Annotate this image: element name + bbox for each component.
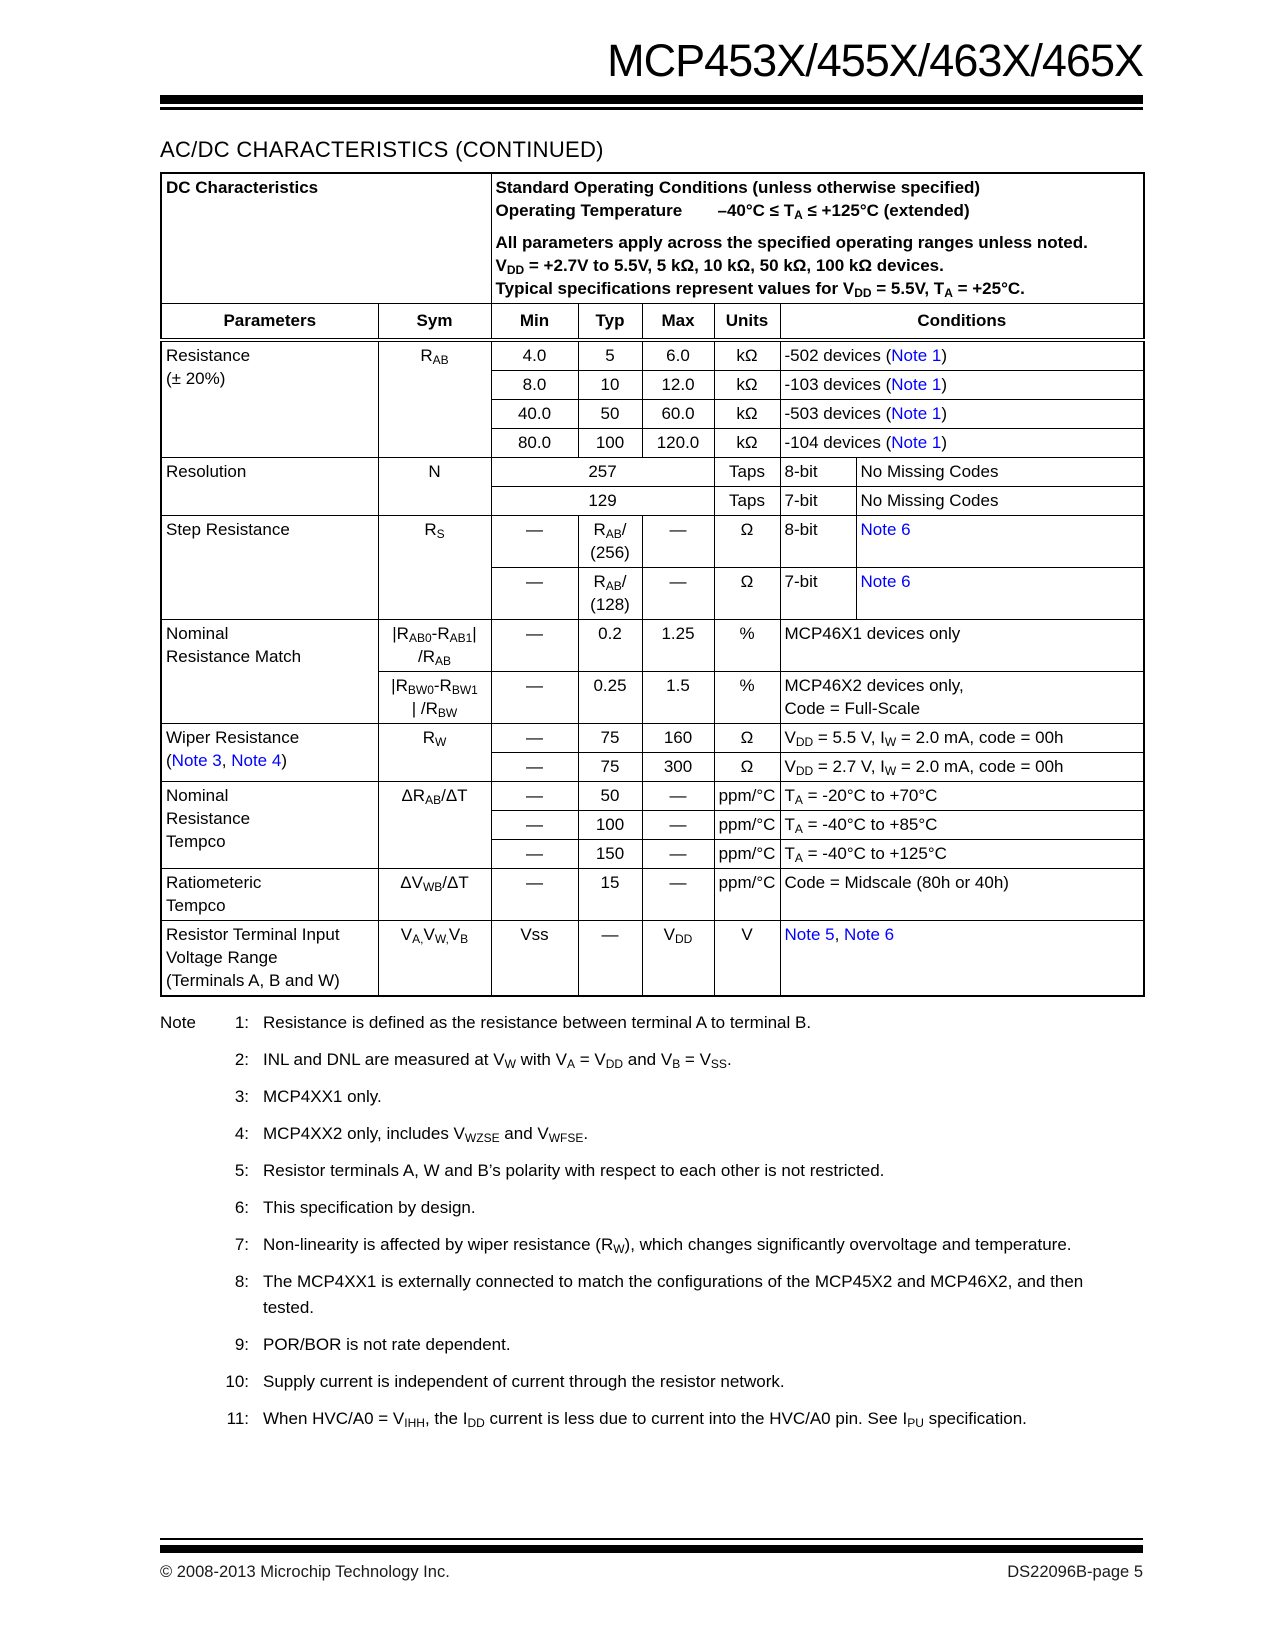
characteristics-table	[160, 172, 1145, 997]
note-number: 5:	[234, 1160, 249, 1180]
note-item	[160, 1369, 1143, 1395]
col-units: Units	[714, 303, 780, 340]
note-link[interactable]: Note 6	[844, 924, 895, 944]
note-number: 7:	[234, 1234, 249, 1254]
bit-cell: 8-bit	[780, 515, 856, 567]
param-cell: Nominal Resistance Match	[161, 619, 378, 723]
conditions-cell: MCP46X1 devices only	[780, 619, 1144, 671]
typ-cell: —	[578, 920, 642, 996]
units-cell: %	[714, 619, 780, 671]
note-item	[160, 1121, 1143, 1147]
note-text: Supply current is independent of current through the resistor network.	[263, 1371, 785, 1391]
units-cell: kΩ	[714, 428, 780, 457]
conditions-cell: $T_A = -20^\circ C$ to +70°C	[780, 781, 1144, 810]
typ-cell: $R_{AB}/$ (128)	[578, 567, 642, 619]
note-link[interactable]: Note 1	[891, 374, 942, 394]
min-cell: 80.0	[491, 428, 578, 457]
sym-cell: $\Delta R_{AB}/\Delta T$	[378, 781, 491, 868]
conditions-cell: $T_A = -40^\circ C$ to +125°C	[780, 839, 1144, 868]
conditions-paragraph: All parameters apply across the specified operating ranges unless noted. $V_{DD} = +2.7V$ to 5.5V, 5 kΩ, 10 kΩ, 50 kΩ, 100 kΩ devices. Typical specifications represent values for $V_{DD} = 5.5V$, $T_A = +25^\circ C$.	[495, 232, 1088, 300]
note-text: When $HVC/A0 = V_{IHH}$, the $I_{DD}$ current is less due to current into the HVC/A0 pin. See $I_{PU}$ specification.	[263, 1408, 1027, 1430]
conditions-cell: -103 devices (Note 1)	[780, 370, 1144, 399]
units-cell: kΩ	[714, 340, 780, 371]
conditions-cell: Note 5, Note 6	[780, 920, 1144, 996]
note-text: The MCP4XX1 is externally connected to match the configurations of the MCP45X2 and MCP46X2, and then tested.	[263, 1271, 1084, 1317]
note-number: 9:	[234, 1334, 249, 1354]
units-cell: ppm/°C	[714, 868, 780, 920]
units-cell: Ω	[714, 752, 780, 781]
sym-cell: $|R_{BW0}-R_{BW1}$ | $/R_{BW}$	[378, 671, 491, 723]
footer-divider-thin	[160, 1538, 1143, 1540]
note-text: MCP4XX2 only, includes $V_{WZSE}$ and $V_{WFSE}$.	[263, 1123, 589, 1145]
sym-cell: $V_{A,}V_{W,}V_B$	[378, 920, 491, 996]
units-cell: ppm/°C	[714, 839, 780, 868]
typ-cell: 50	[578, 399, 642, 428]
units-cell: Ω	[714, 723, 780, 752]
note-item	[160, 1084, 1143, 1110]
units-cell: Taps	[714, 457, 780, 486]
note-number: 8:	[234, 1271, 249, 1291]
conditions-title: Standard Operating Conditions (unless otherwise specified)	[495, 177, 981, 197]
units-cell: %	[714, 671, 780, 723]
units-cell: ppm/°C	[714, 810, 780, 839]
max-cell: $V_{DD}$	[642, 920, 714, 996]
conditions-cell: $T_A = -40^\circ C$ to +85°C	[780, 810, 1144, 839]
conditions-cell	[856, 515, 1144, 567]
title-divider	[160, 95, 1143, 110]
col-parameters: Parameters	[161, 303, 378, 340]
note-link[interactable]: Note 4	[231, 750, 282, 770]
note-link[interactable]: Note 1	[891, 345, 942, 365]
typ-cell: 100	[578, 428, 642, 457]
bit-cell: 7-bit	[780, 486, 856, 515]
bit-cell: 8-bit	[780, 457, 856, 486]
table-row	[161, 457, 1144, 486]
units-cell: kΩ	[714, 370, 780, 399]
units-cell: kΩ	[714, 399, 780, 428]
note-item	[160, 1010, 1143, 1036]
operating-temperature-line	[496, 199, 1140, 222]
column-header-row	[161, 303, 1144, 340]
note-label: Note	[160, 1012, 196, 1032]
min-cell: —	[491, 781, 578, 810]
operating-temperature-value: $-40^\circ C \le T_A \le +125^\circ C$ (extended)	[717, 200, 970, 222]
col-conditions: Conditions	[780, 303, 1144, 340]
note-item	[160, 1406, 1143, 1432]
note-item	[160, 1269, 1143, 1321]
min-cell: 8.0	[491, 370, 578, 399]
table-row	[161, 340, 1144, 371]
sym-cell: $|R_{AB0}-R_{AB1}|$ $/R_{AB}$	[378, 619, 491, 671]
sym-cell: $R_{AB}$	[378, 340, 491, 458]
typ-cell: 75	[578, 752, 642, 781]
note-item	[160, 1195, 1143, 1221]
typ-cell: 0.25	[578, 671, 642, 723]
value-cell: 129	[491, 486, 714, 515]
note-item	[160, 1047, 1143, 1073]
note-number: 3:	[234, 1086, 249, 1106]
page-title: MCP453X/455X/463X/465X	[607, 35, 1143, 86]
typ-cell: 100	[578, 810, 642, 839]
conditions-cell: $V_{DD} = 5.5$ V, $I_W = 2.0$ mA, code = 00h	[780, 723, 1144, 752]
typ-cell: 15	[578, 868, 642, 920]
units-cell: Ω	[714, 515, 780, 567]
max-cell: —	[642, 781, 714, 810]
value-cell: 257	[491, 457, 714, 486]
min-cell: —	[491, 868, 578, 920]
table-row	[161, 781, 1144, 810]
sym-cell: $\Delta V_{WB}/\Delta T$	[378, 868, 491, 920]
min-cell: —	[491, 515, 578, 567]
conditions-cell: -503 devices (Note 1)	[780, 399, 1144, 428]
param-cell: Ratiometeric Tempco	[161, 868, 378, 920]
section-heading: AC/DC CHARACTERISTICS (CONTINUED)	[160, 136, 604, 162]
dc-characteristics-label: DC Characteristics	[161, 173, 491, 304]
page-footer	[160, 1538, 1143, 1582]
sym-cell: $R_S$	[378, 515, 491, 619]
typ-cell: $R_{AB}/$ (256)	[578, 515, 642, 567]
typ-cell: 50	[578, 781, 642, 810]
col-min: Min	[491, 303, 578, 340]
table-row	[161, 868, 1144, 920]
note-number: 4:	[234, 1123, 249, 1143]
units-cell: Taps	[714, 486, 780, 515]
param-cell: Nominal Resistance Tempco	[161, 781, 378, 868]
typ-cell: 5	[578, 340, 642, 371]
max-cell: —	[642, 567, 714, 619]
max-cell: —	[642, 839, 714, 868]
col-max: Max	[642, 303, 714, 340]
max-cell: —	[642, 868, 714, 920]
units-cell: ppm/°C	[714, 781, 780, 810]
max-cell: 1.25	[642, 619, 714, 671]
conditions-cell: No Missing Codes	[856, 486, 1144, 515]
param-cell: Resistance (± 20%)	[161, 340, 378, 458]
min-cell: —	[491, 752, 578, 781]
sym-cell: N	[378, 457, 491, 515]
min-cell: —	[491, 567, 578, 619]
param-cell: Resolution	[161, 457, 378, 515]
max-cell: 60.0	[642, 399, 714, 428]
min-cell: —	[491, 671, 578, 723]
conditions-cell: No Missing Codes	[856, 457, 1144, 486]
operating-conditions-cell	[491, 173, 1144, 304]
table-row	[161, 920, 1144, 996]
divider-thin-bar	[160, 107, 1143, 110]
min-cell: 40.0	[491, 399, 578, 428]
sym-cell: $R_W$	[378, 723, 491, 781]
note-text: Resistance is defined as the resistance between terminal A to terminal B.	[263, 1012, 812, 1032]
note-link[interactable]: Note 6	[860, 519, 911, 539]
param-cell: Wiper Resistance (Note 3, Note 4)	[161, 723, 378, 781]
note-text: INL and DNL are measured at $V_W$ with $V_A = V_{DD}$ and $V_B = V_{SS}$.	[263, 1049, 732, 1071]
typ-cell: 150	[578, 839, 642, 868]
note-number: 1:	[234, 1012, 249, 1032]
max-cell: 160	[642, 723, 714, 752]
notes-section	[160, 1010, 1143, 1432]
note-number: 6:	[234, 1197, 249, 1217]
note-item	[160, 1332, 1143, 1358]
min-cell: Vss	[491, 920, 578, 996]
note-text: POR/BOR is not rate dependent.	[263, 1334, 511, 1354]
footer-divider-thick	[160, 1545, 1143, 1553]
max-cell: —	[642, 515, 714, 567]
doc-page-number: DS22096B-page 5	[1007, 1563, 1143, 1581]
conditions-cell: -104 devices (Note 1)	[780, 428, 1144, 457]
param-cell: Step Resistance	[161, 515, 378, 619]
conditions-cell: -502 devices (Note 1)	[780, 340, 1144, 371]
note-text: This specification by design.	[263, 1197, 476, 1217]
table-row	[161, 515, 1144, 567]
max-cell: 6.0	[642, 340, 714, 371]
note-item	[160, 1232, 1143, 1258]
max-cell: 1.5	[642, 671, 714, 723]
note-number: 2:	[234, 1049, 249, 1069]
conditions-cell: $V_{DD} = 2.7$ V, $I_W = 2.0$ mA, code = 00h	[780, 752, 1144, 781]
conditions-cell: Code = Midscale (80h or 40h)	[780, 868, 1144, 920]
note-link[interactable]: Note 5	[784, 924, 835, 944]
page-content	[160, 0, 1143, 1443]
copyright-text: © 2008-2013 Microchip Technology Inc.	[160, 1563, 450, 1581]
typ-cell: 75	[578, 723, 642, 752]
note-item	[160, 1158, 1143, 1184]
col-typ: Typ	[578, 303, 642, 340]
note-link[interactable]: Note 6	[860, 571, 911, 591]
conditions-cell	[856, 567, 1144, 619]
units-cell: Ω	[714, 567, 780, 619]
note-link[interactable]: Note 1	[891, 403, 942, 423]
typ-cell: 10	[578, 370, 642, 399]
max-cell: 120.0	[642, 428, 714, 457]
min-cell: —	[491, 619, 578, 671]
typ-cell: 0.2	[578, 619, 642, 671]
note-text: MCP4XX1 only.	[263, 1086, 382, 1106]
max-cell: —	[642, 810, 714, 839]
table-row	[161, 723, 1144, 752]
note-link[interactable]: Note 3	[171, 750, 222, 770]
note-number: 10:	[225, 1371, 249, 1391]
col-sym: Sym	[378, 303, 491, 340]
table-row	[161, 619, 1144, 671]
units-cell: V	[714, 920, 780, 996]
min-cell: —	[491, 810, 578, 839]
note-text: Non-linearity is affected by wiper resistance $(R_W)$, which changes significantly overvoltage and temperature.	[263, 1234, 1072, 1256]
divider-thick-bar	[160, 95, 1143, 104]
note-number: 11:	[226, 1408, 249, 1428]
min-cell: —	[491, 839, 578, 868]
conditions-cell: MCP46X2 devices only, Code = Full-Scale	[780, 671, 1144, 723]
table-header-row	[161, 173, 1144, 304]
max-cell: 300	[642, 752, 714, 781]
note-text: Resistor terminals A, W and B’s polarity with respect to each other is not restricted.	[263, 1160, 885, 1180]
operating-temperature-label: Operating Temperature	[495, 200, 683, 220]
max-cell: 12.0	[642, 370, 714, 399]
min-cell: —	[491, 723, 578, 752]
note-link[interactable]: Note 1	[891, 432, 942, 452]
param-cell: Resistor Terminal Input Voltage Range (Terminals A, B and W)	[161, 920, 378, 996]
min-cell: 4.0	[491, 340, 578, 371]
bit-cell: 7-bit	[780, 567, 856, 619]
